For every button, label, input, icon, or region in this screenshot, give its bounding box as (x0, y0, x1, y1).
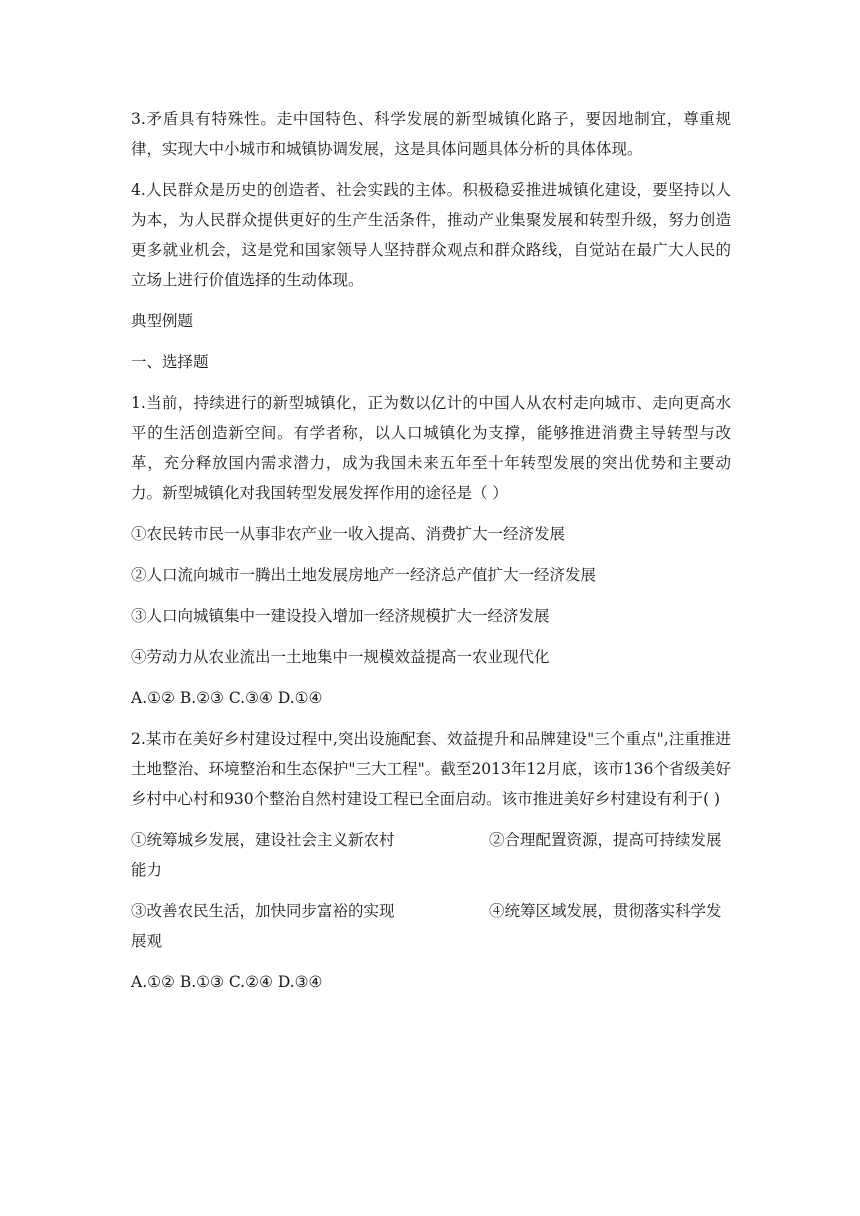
document-page (131, 104, 731, 1008)
question-2-option-2: ②合理配置资源，提高可持续发展能力 (131, 831, 722, 879)
paragraph-3: 3.矛盾具有特殊性。走中国特色、科学发展的新型城镇化路子，要因地制宜，尊重规律，实现大中小城市和城镇协调发展，这是具体问题具体分析的具体体现。 (131, 110, 731, 158)
question-1-option-2: ②人口流向城市一腾出土地发展房地产一经济总产值扩大一经济发展 (131, 566, 597, 584)
question-1-option-4: ④劳动力从农业流出一土地集中一规模效益提高一农业现代化 (131, 648, 550, 666)
question-2-options-row-1 (131, 825, 731, 885)
question-2-options-row-2 (131, 896, 731, 956)
question-2-option-3: ③改善农民生活，加快同步富裕的实现 (131, 902, 395, 920)
question-2-stem: 2.某市在美好乡村建设过程中,突出设施配套、效益提升和品牌建设"三个重点",注重推进土地整治、环境整治和生态保护"三大工程"。截至2013年12月底，该市136个省级美好乡村中心村和930个整治自然村建设工程已全面启动。该市推进美好乡村建设有利于( ) (131, 730, 731, 808)
question-1-answer-choices: A.①② B.②③ C.③④ D.①④ (131, 689, 323, 707)
question-2 (131, 724, 731, 997)
subsection-heading: 一、选择题 (131, 353, 209, 371)
question-1 (131, 388, 731, 713)
question-2-option-1: ①统筹城乡发展，建设社会主义新农村 (131, 831, 395, 849)
question-2-option-4: ④统筹区域发展，贯彻落实科学发展观 (131, 902, 722, 950)
question-2-answer-choices: A.①② B.①③ C.②④ D.③④ (131, 973, 323, 991)
question-1-option-1: ①农民转市民一从事非农产业一收入提高、消费扩大一经济发展 (131, 525, 566, 543)
question-1-option-3: ③人口向城镇集中一建设投入增加一经济规模扩大一经济发展 (131, 607, 550, 625)
question-1-stem: 1.当前，持续进行的新型城镇化，正为数以亿计的中国人从农村走向城市、走向更高水平的生活创造新空间。有学者称，以人口城镇化为支撑，能够推进消费主导转型与改革，充分释放国内需求潜力，成为我国未来五年至十年转型发展的突出优势和主要动力。新型城镇化对我国转型发展发挥作用的途径是（ ） (131, 394, 731, 502)
section-heading: 典型例题 (131, 312, 194, 330)
paragraph-4: 4.人民群众是历史的创造者、社会实践的主体。积极稳妥推进城镇化建设，要坚持以人为本，为人民群众提供更好的生产生活条件，推动产业集聚发展和转型升级，努力创造更多就业机会，这是党和国家领导人坚持群众观点和群众路线，自觉站在最广大人民的立场上进行价值选择的生动体现。 (131, 181, 731, 289)
